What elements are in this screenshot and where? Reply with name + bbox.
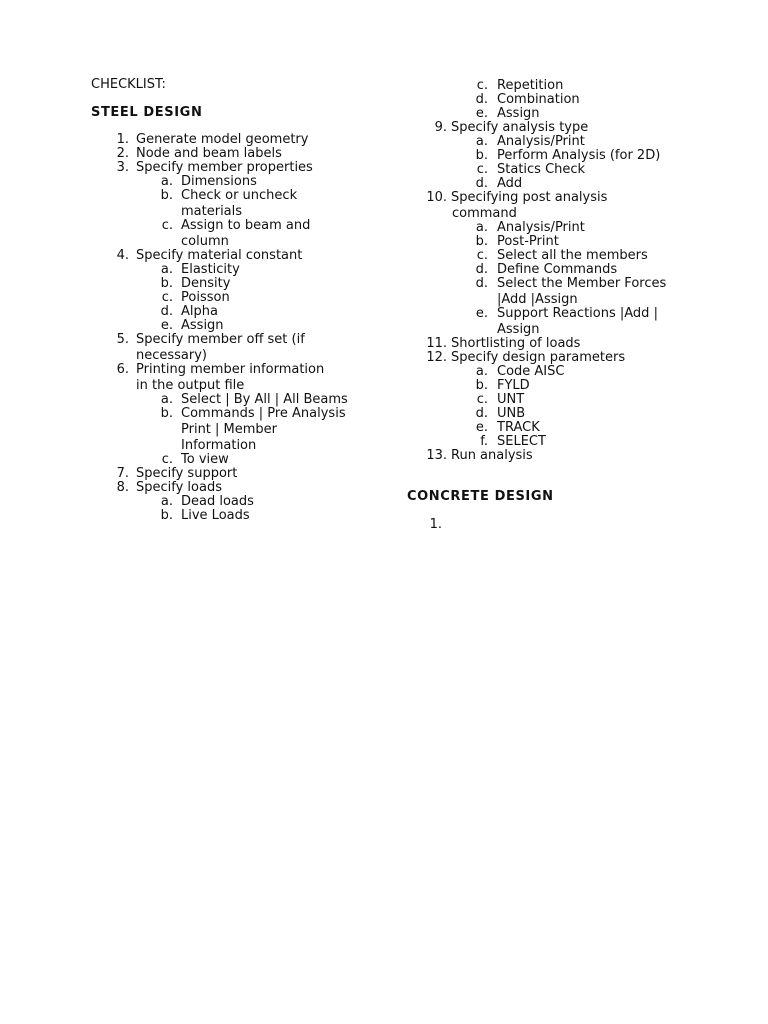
sub-item-text: TRACK [497, 420, 540, 435]
list-item-number: 1. [116, 132, 129, 147]
sub-item-text: Density [181, 276, 231, 291]
sub-item-text: Information [181, 438, 257, 453]
list-item-text: Specify loads [136, 480, 222, 495]
checklist-label: CHECKLIST: [91, 77, 166, 92]
sub-item-letter: a. [160, 262, 173, 277]
sub-item-letter: b. [475, 148, 488, 163]
list-item-number: 1. [429, 517, 442, 532]
sub-item-text: FYLD [497, 378, 530, 393]
sub-item-letter: c. [161, 452, 173, 467]
sub-item-text: Dimensions [181, 174, 257, 189]
sub-item-letter: b. [475, 234, 488, 249]
sub-item-text: materials [181, 204, 243, 219]
list-item-number: 12. [426, 350, 447, 365]
sub-item-text: Repetition [497, 78, 564, 93]
sub-item-letter: a. [475, 364, 488, 379]
list-item-number: 8. [116, 480, 129, 495]
sub-item-letter: d. [475, 406, 488, 421]
list-item-number: 13. [426, 448, 447, 463]
list-item-number: 4. [116, 248, 129, 263]
list-item-text: Specify design parameters [451, 350, 626, 365]
sub-item-text: Define Commands [497, 262, 618, 277]
sub-item-text: Select all the members [497, 248, 648, 263]
sub-item-text: Assign [497, 106, 540, 121]
sub-item-letter: e. [160, 318, 173, 333]
list-item-number: 11. [426, 336, 447, 351]
sub-item-letter: e. [475, 106, 488, 121]
sub-item-text: SELECT [497, 434, 546, 449]
sub-item-text: Code AISC [497, 364, 565, 379]
sub-item-text: Dead loads [181, 494, 254, 509]
sub-item-letter: c. [476, 392, 488, 407]
list-item-text: Specifying post analysis [451, 190, 608, 205]
sub-item-text: Poisson [181, 290, 230, 305]
list-item-text: Generate model geometry [136, 132, 309, 147]
list-item-number: 6. [116, 362, 129, 377]
sub-item-letter: a. [160, 174, 173, 189]
sub-item-letter: d. [475, 276, 488, 291]
sub-item-text: Analysis/Print [497, 220, 585, 235]
sub-item-letter: c. [476, 248, 488, 263]
steel-design-heading: STEEL DESIGN [91, 105, 203, 120]
sub-item-text: column [181, 234, 229, 249]
list-item-text: Run analysis [451, 448, 533, 463]
list-item-text: Shortlisting of loads [451, 336, 581, 351]
sub-item-letter: c. [476, 162, 488, 177]
sub-item-letter: b. [160, 188, 173, 203]
sub-item-letter: e. [475, 306, 488, 321]
sub-item-text: Commands | Pre Analysis [181, 406, 346, 421]
list-item-text: Specify material constant [136, 248, 303, 263]
sub-item-text: Support Reactions |Add | [497, 306, 658, 321]
sub-item-letter: a. [475, 134, 488, 149]
sub-item-text: Assign [181, 318, 224, 333]
sub-item-text: UNB [497, 406, 526, 421]
sub-item-text: Post-Print [497, 234, 559, 249]
sub-item-letter: b. [160, 508, 173, 523]
list-item-text: Specify member off set (if [136, 332, 305, 347]
sub-item-letter: c. [161, 290, 173, 305]
sub-item-text: Live Loads [181, 508, 250, 523]
list-item-number: 9. [434, 120, 447, 135]
concrete-design-heading: CONCRETE DESIGN [407, 489, 554, 504]
sub-item-text: Print | Member [181, 422, 278, 437]
sub-item-text: Select | By All | All Beams [181, 392, 348, 407]
sub-item-text: |Add |Assign [497, 292, 578, 307]
sub-item-text: Check or uncheck [181, 188, 298, 203]
sub-item-letter: d. [475, 176, 488, 191]
sub-item-letter: b. [160, 406, 173, 421]
list-item-text: command [452, 206, 517, 221]
sub-item-letter: a. [160, 392, 173, 407]
sub-item-text: Analysis/Print [497, 134, 585, 149]
list-item-text: in the output file [136, 378, 245, 393]
sub-item-letter: d. [475, 262, 488, 277]
sub-item-text: UNT [497, 392, 525, 407]
sub-item-text: Assign to beam and [181, 218, 311, 233]
sub-item-letter: d. [160, 304, 173, 319]
sub-item-letter: c. [161, 218, 173, 233]
list-item-text: Specify member properties [136, 160, 313, 175]
sub-item-text: Select the Member Forces [497, 276, 667, 291]
list-item-number: 2. [116, 146, 129, 161]
sub-item-text: To view [181, 452, 229, 467]
sub-item-text: Assign [497, 322, 540, 337]
sub-item-letter: b. [160, 276, 173, 291]
sub-item-letter: a. [160, 494, 173, 509]
sub-item-text: Statics Check [497, 162, 586, 177]
list-item-text: Node and beam labels [136, 146, 282, 161]
sub-item-text: Add [497, 176, 523, 191]
sub-item-text: Alpha [181, 304, 218, 319]
list-item-number: 10. [426, 190, 447, 205]
list-item-text: Specify analysis type [451, 120, 589, 135]
list-item-number: 5. [116, 332, 129, 347]
list-item-text: Specify support [136, 466, 238, 481]
sub-item-text: Perform Analysis (for 2D) [497, 148, 661, 163]
list-item-number: 3. [116, 160, 129, 175]
sub-item-letter: c. [476, 78, 488, 93]
sub-item-letter: a. [475, 220, 488, 235]
sub-item-letter: b. [475, 378, 488, 393]
sub-item-letter: e. [475, 420, 488, 435]
list-item-text: Printing member information [136, 362, 325, 377]
sub-item-letter: f. [480, 434, 488, 449]
sub-item-text: Elasticity [181, 262, 240, 277]
sub-item-letter: d. [475, 92, 488, 107]
list-item-text: necessary) [136, 348, 208, 363]
list-item-number: 7. [116, 466, 129, 481]
sub-item-text: Combination [497, 92, 580, 107]
